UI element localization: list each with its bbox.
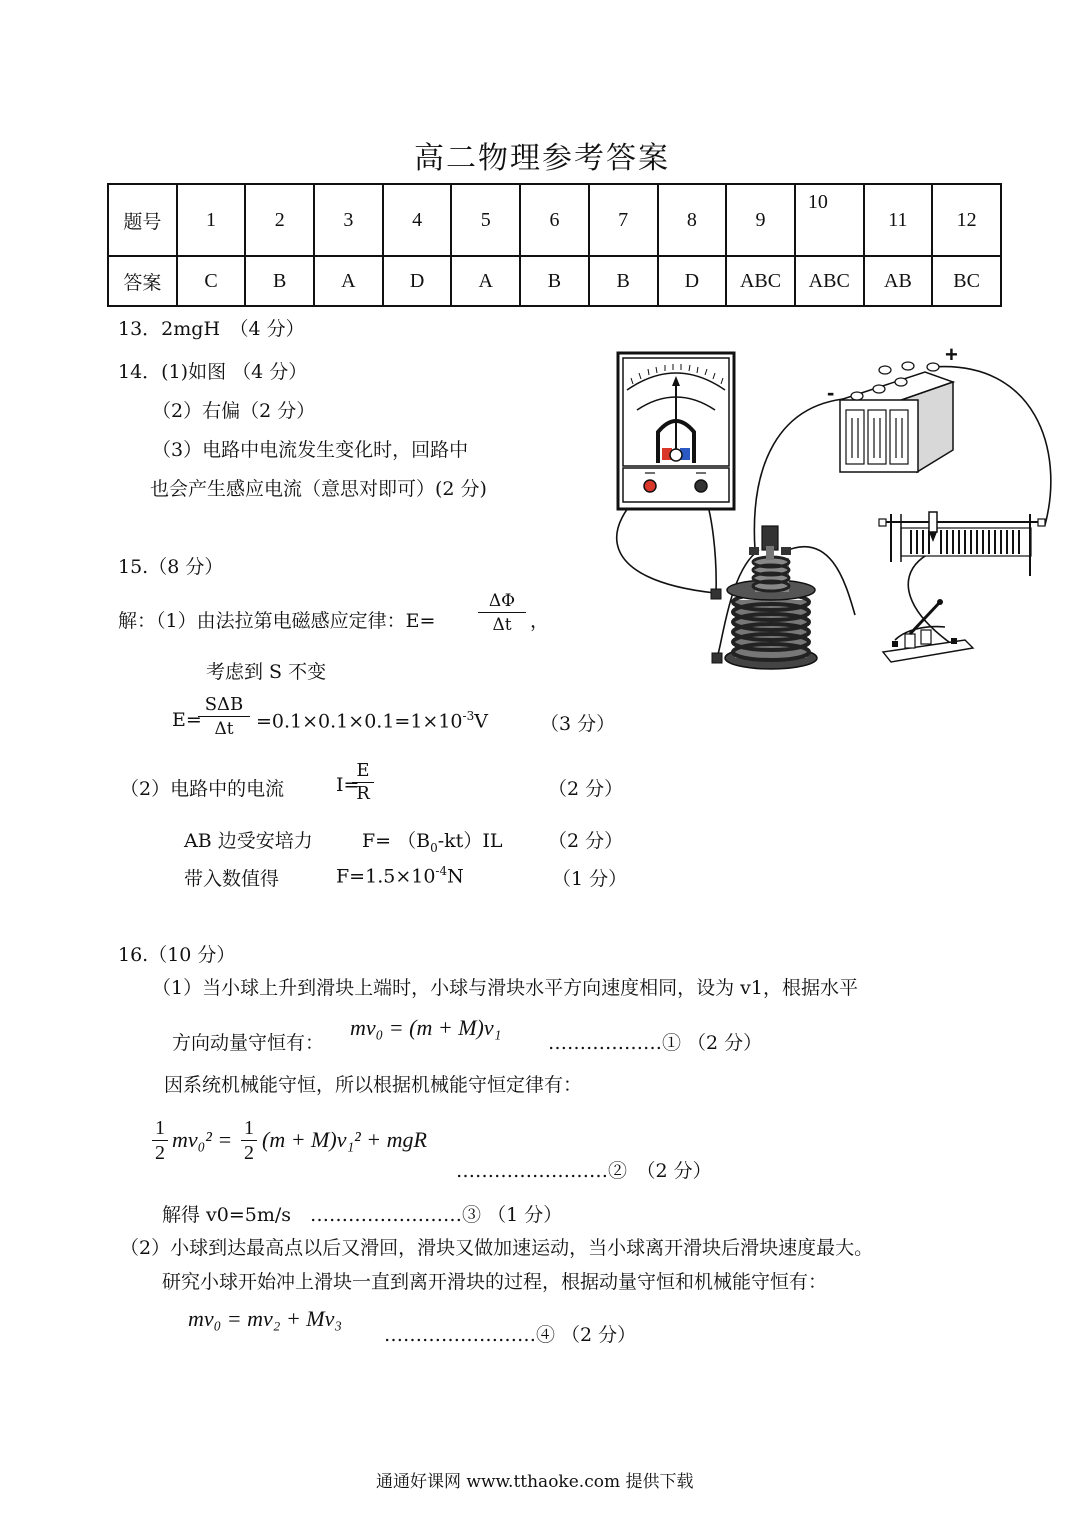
- table-cell-number: 9: [726, 184, 795, 256]
- fraction-denominator: Δt: [492, 615, 512, 635]
- switch: [883, 599, 973, 662]
- plus-sign: +: [945, 342, 958, 367]
- q16-line-4-tail: ……………………② （2 分）: [456, 1160, 712, 1182]
- q16-equation-2b: (m + M)v₁² + mgR: [262, 1127, 427, 1152]
- q15-line-1-text: 解：（1）由法拉第电磁感应定律：E=: [118, 610, 436, 632]
- q14-line-1: 14．(1)如图 （4 分）: [118, 361, 308, 383]
- table-cell-answer: A: [451, 256, 520, 306]
- battery: [827, 342, 958, 472]
- q15-line-3-value: [256, 709, 488, 732]
- q15-line-5-label: AB 边受安培力: [184, 830, 313, 852]
- q16-equation-2a: mv₀² =: [172, 1127, 233, 1152]
- fraction-e-r: [352, 760, 374, 805]
- q15-line-6-label: 带入数值得: [184, 868, 280, 890]
- emf-value: =0.1×0.1×0.1=1×10: [256, 710, 463, 733]
- q16-line-2-text: 方向动量守恒有：: [172, 1032, 325, 1054]
- minus-sign: -: [827, 380, 835, 405]
- q16-line-6: （2）小球到达最高点以后又滑回，滑块又做加速运动，当小球离开滑块后滑块速度最大。: [120, 1237, 874, 1259]
- fraction-denominator: 2: [155, 1142, 165, 1164]
- fraction-numerator: 1: [155, 1117, 165, 1139]
- table-header-answer: 答案: [108, 256, 177, 306]
- q16-equation-4: mv₀ = mv₂ + Mv₃: [188, 1306, 343, 1331]
- emf-exponent: -3: [462, 709, 475, 723]
- table-cell-answer: AB: [864, 256, 933, 306]
- q16-equation-1: mv₀ = (m + M)v₁: [350, 1015, 502, 1040]
- table-row-answers: [108, 256, 1001, 306]
- table-cell-number: 8: [658, 184, 727, 256]
- q15-line-5-score: （2 分）: [548, 830, 624, 852]
- force-formula-b: -kt）IL: [437, 830, 503, 852]
- force-formula-sub: 0: [430, 840, 438, 855]
- q14-line-2: （2）右偏（2 分）: [152, 400, 316, 422]
- table-row-numbers: [108, 184, 1001, 256]
- q15-line-4-eq: I=: [336, 774, 360, 796]
- table-cell-answer: B: [245, 256, 314, 306]
- q16-line-3: 因系统机械能守恒，所以根据机械能守恒定律有：: [164, 1074, 583, 1096]
- fraction-numerator: ΔΦ: [488, 591, 516, 611]
- q15-line-5-eq: [362, 826, 502, 855]
- table-header-question-number: 题号: [108, 184, 177, 256]
- table-cell-answer: B: [589, 256, 658, 306]
- table-cell-number: 11: [864, 184, 933, 256]
- rheostat: [879, 512, 1045, 576]
- q15-line-3-score: （3 分）: [540, 713, 616, 735]
- table-cell-number: 7: [589, 184, 658, 256]
- q15-line-6-score: （1 分）: [552, 868, 628, 890]
- table-cell-answer: ABC: [795, 256, 864, 306]
- q15-line-1-comma: ，: [530, 610, 550, 632]
- q13-answer: 13．2mgH （4 分）: [118, 318, 305, 340]
- q15-line-3-prefix: E=: [172, 709, 202, 731]
- q15-line-6-eq: [336, 864, 464, 887]
- table-cell-answer: B: [520, 256, 589, 306]
- q16-line-7: 研究小球开始冲上滑块一直到离开滑块的过程，根据动量守恒和机械能守恒有：: [162, 1271, 828, 1293]
- force-value: F=1.5×10: [336, 865, 436, 888]
- fraction-one-half: [152, 1116, 168, 1165]
- q16-line-8-tail: ……………………④ （2 分）: [384, 1324, 637, 1346]
- table-cell-number: 10: [795, 184, 864, 256]
- fraction-sdb-dt: [198, 694, 250, 741]
- q16-line-5: 解得 v0=5m/s ……………………③ （1 分）: [162, 1204, 563, 1226]
- force-exponent: -4: [435, 864, 448, 878]
- q14-line-3: （3）电路中电流发生变化时，回路中: [152, 439, 469, 461]
- table-cell-number: 2: [245, 184, 314, 256]
- table-cell-number: 1: [177, 184, 246, 256]
- page-title: 高二物理参考答案: [414, 141, 670, 176]
- force-unit: N: [447, 865, 464, 888]
- q15-line-4-text: （2）电路中的电流: [120, 778, 285, 800]
- table-cell-number: 5: [451, 184, 520, 256]
- table-cell-answer: C: [177, 256, 246, 306]
- fraction-numerator: E: [356, 760, 370, 781]
- q16-line-1: （1）当小球上升到滑块上端时，小球与滑块水平方向速度相同，设为 v1，根据水平: [152, 977, 858, 999]
- emf-unit: V: [474, 710, 488, 733]
- q15-line-4-score: （2 分）: [548, 778, 624, 800]
- fraction-dphi-dt: [478, 590, 526, 637]
- answer-table: [107, 183, 1002, 307]
- fraction-numerator: 1: [244, 1117, 254, 1139]
- table-cell-number: 4: [383, 184, 452, 256]
- q15-header: 15.（8 分）: [118, 556, 224, 578]
- page-footer: 通通好课网 www.tthaoke.com 提供下载: [376, 1472, 694, 1492]
- force-formula-a: F= （B: [362, 830, 431, 852]
- circuit-figure: [605, 340, 1065, 680]
- fraction-denominator: R: [356, 783, 370, 804]
- table-cell-answer: ABC: [726, 256, 795, 306]
- table-cell-number: 12: [932, 184, 1001, 256]
- table-cell-answer: D: [383, 256, 452, 306]
- q15-line-2: 考虑到 S 不变: [206, 661, 327, 683]
- q16-line-2-tail: ………………① （2 分）: [548, 1032, 763, 1054]
- fraction-numerator: SΔB: [204, 694, 244, 715]
- fraction-denominator: 2: [244, 1142, 254, 1164]
- table-cell-answer: D: [658, 256, 727, 306]
- galvanometer: [618, 353, 734, 509]
- table-cell-number: 3: [314, 184, 383, 256]
- q14-line-4: 也会产生感应电流（意思对即可）(2 分): [150, 478, 487, 500]
- q16-header: 16.（10 分）: [118, 944, 236, 966]
- fraction-one-half: [241, 1116, 257, 1165]
- table-cell-answer: A: [314, 256, 383, 306]
- fraction-denominator: Δt: [214, 719, 234, 739]
- table-cell-answer: BC: [932, 256, 1001, 306]
- table-cell-number: 6: [520, 184, 589, 256]
